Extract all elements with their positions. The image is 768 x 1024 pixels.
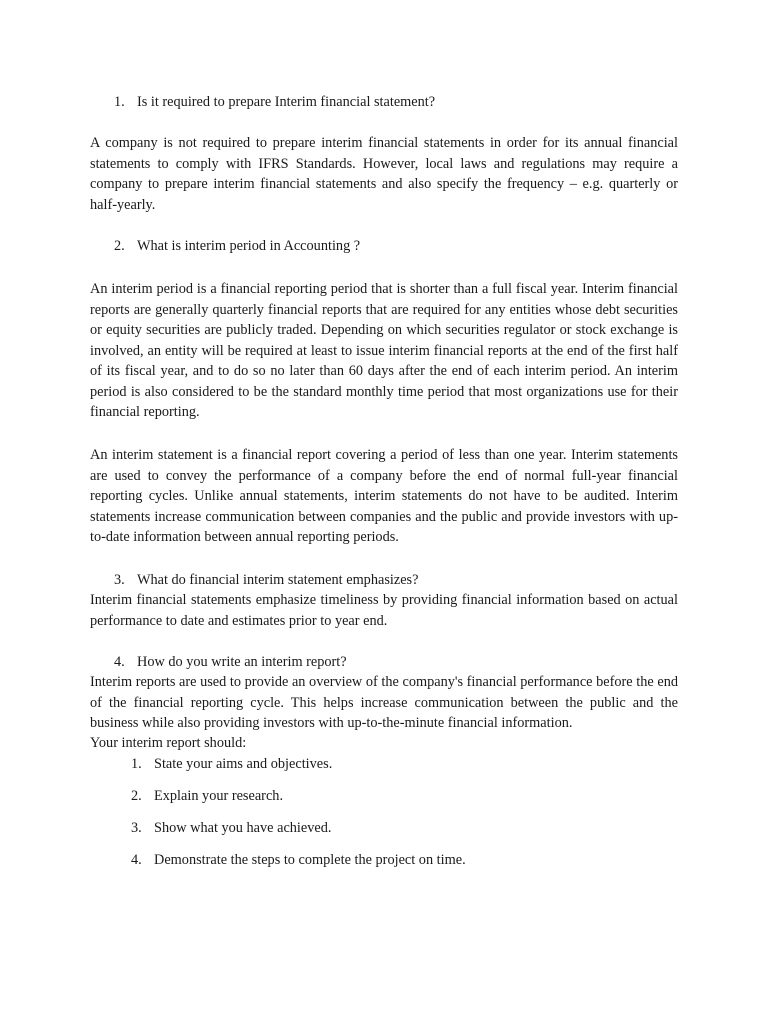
question-2-answer-paragraph-2: An interim statement is a financial report covering a period of less than one year. Interim statements are used to convey the performance of a company before the end of normal full-year financial reporting cycles. Unlike annual statements, interim statements do not have to be audited. Interim statements increase communication between companies and the public and provide investors with up-to-date information between annual reporting periods.	[90, 447, 678, 545]
interim-report-intro: Your interim report should:	[90, 735, 247, 751]
question-3-text: What do financial interim statement emphasizes?	[137, 572, 419, 588]
question-1-answer: A company is not required to prepare interim financial statements in order for its annual financial statements to comply with IFRS Standards. However, local laws and regulations may require a company to prepare interim financial statements and also specify the frequency – e.g. quarterly or half-yearly.	[90, 135, 678, 213]
question-4-text: How do you write an interim report?	[137, 654, 347, 670]
list-item-text: State your aims and objectives.	[154, 756, 333, 772]
list-item-text: Demonstrate the steps to complete the project on time.	[154, 852, 466, 868]
list-item-text: Show what you have achieved.	[154, 820, 332, 836]
question-4-number: 4.	[114, 654, 125, 670]
question-2-number: 2.	[114, 238, 125, 254]
question-1-number: 1.	[114, 94, 125, 110]
question-3-number: 3.	[114, 572, 125, 588]
question-2-answer-paragraph-1: An interim period is a financial reporting period that is shorter than a full fiscal year. Interim financial reports are generally quarterly financial reports that are required for any entities whose debt securities or equity securities are publicly traded. Depending on which securities regulator or stock exchange is involved, an entity will be required at least to issue interim financial reports at the end of the first half of its fiscal year, and to do so no later than 60 days after the end of each interim period. An interim period is also considered to be the standard monthly time period that most organizations use for their financial reporting.	[90, 281, 678, 420]
question-2-text: What is interim period in Accounting ?	[137, 238, 361, 254]
list-item-number: 3.	[131, 820, 142, 836]
list-item-number: 2.	[131, 788, 142, 804]
question-3-answer: Interim financial statements emphasize timeliness by providing financial information based on actual performance to date and estimates prior to year end.	[90, 592, 678, 629]
list-item-text: Explain your research.	[154, 788, 284, 804]
list-item-number: 4.	[131, 852, 142, 868]
question-4-answer: Interim reports are used to provide an overview of the company's financial performance before the end of the financial reporting cycle. This helps increase communication between the public and the business while also providing investors with up-to-the-minute financial information.	[90, 674, 678, 731]
list-item-number: 1.	[131, 756, 142, 772]
question-1-text: Is it required to prepare Interim financial statement?	[137, 94, 436, 110]
document-page	[90, 0, 678, 1024]
